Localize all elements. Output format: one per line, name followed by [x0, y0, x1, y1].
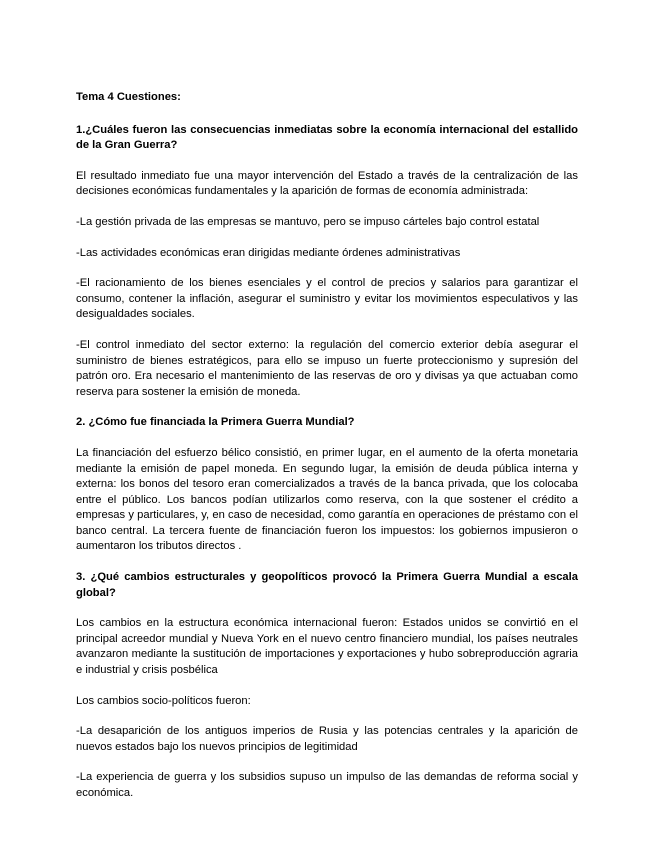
answer-3-point: -La desaparición de los antiguos imperios de Rusia y las potencias centrales y la aparición de nuevos estados bajo los nuevos principios de legitimidad — [76, 725, 578, 753]
answer-2: La financiación del esfuerzo bélico consistió, en primer lugar, en el aumento de la oferta monetaria mediante la emisión de papel moneda. En segundo lugar, la emisión de deuda pública interna y externa: los bonos del tesoro eran comercializados a través de la banca privada, que los colocaba entre el público. Los bancos podían utilizarlos como reserva, con la que sostener el crédito a empresas y particulares, y, en caso de necesidad, como garantía en operaciones de préstamo con el banco central. La tercera fuente de financiación fueron los impuestos: los gobiernos impusieron o aumentaron los tributos directos . — [76, 446, 578, 553]
document-page — [76, 90, 578, 817]
document-title: Tema 4 Cuestiones: — [76, 91, 181, 103]
answer-1-point: -La gestión privada de las empresas se mantuvo, pero se impuso cárteles bajo control estatal — [76, 215, 540, 228]
answer-1-point: -El racionamiento de los bienes esenciales y el control de precios y salarios para garantizar el consumo, contener la inflación, asegurar el suministro y evitar los movimientos especulativos y las desigualdades sociales. — [76, 277, 578, 321]
answer-1-point: -El control inmediato del sector externo: la regulación del comercio exterior debía asegurar el suministro de bienes estratégicos, para ello se impuso un fuerte proteccionismo y supresión del patrón oro. Era necesario el mantenimiento de las reservas de oro y divisas ya que actuaban como reserva para sostener la emisión de moneda. — [76, 338, 578, 398]
question-2: 2. ¿Cómo fue financiada la Primera Guerra Mundial? — [76, 416, 355, 429]
question-1: 1.¿Cuáles fueron las consecuencias inmediatas sobre la economía internacional del estallido de la Gran Guerra? — [76, 123, 578, 152]
answer-3-point: -La experiencia de guerra y los subsidios supuso un impulso de las demandas de reforma social y económica. — [76, 771, 578, 799]
answer-1-intro: El resultado inmediato fue una mayor intervención del Estado a través de la centralización de las decisiones económicas fundamentales y la aparición de formas de economía administrada: — [76, 169, 578, 198]
answer-1-point: -Las actividades económicas eran dirigidas mediante órdenes administrativas — [76, 246, 461, 259]
answer-3: Los cambios en la estructura económica internacional fueron: Estados unidos se convirtió en el principal acreedor mundial y Nueva York en el nuevo centro financiero mundial, los países neutrales avanzaron mediante la sustitución de importaciones y exportaciones y hubo sobreproducción agraria e industrial y crisis posbélica — [76, 617, 578, 677]
answer-3-socio-intro: Los cambios socio-políticos fueron: — [76, 694, 251, 707]
question-3: 3. ¿Qué cambios estructurales y geopolíticos provocó la Primera Guerra Mundial a escala global? — [76, 571, 578, 599]
